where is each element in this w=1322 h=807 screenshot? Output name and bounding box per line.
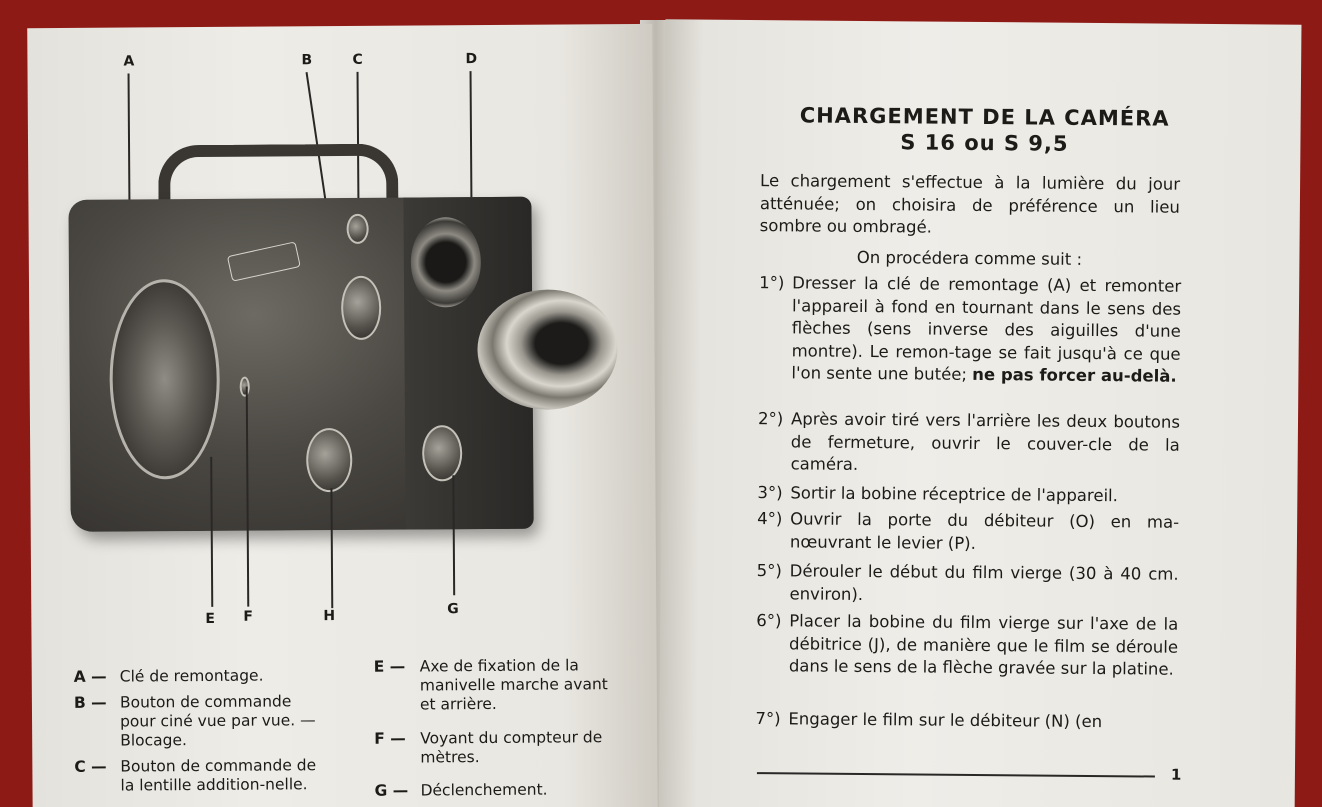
legend-key: A — (73, 667, 107, 686)
camera-figure (27, 24, 656, 658)
step-text: Placer la bobine du film vierge sur l'axe de la débitrice (J), de manière que le film se déroule dans le sens de la flèche gravée sur la platine. (788, 611, 1179, 679)
step-number: 5°) (756, 561, 782, 581)
camera-handle (158, 144, 398, 206)
legend-text: Bouton de commande pour ciné vue par vue. — Blocage. (119, 692, 316, 750)
legend-item-c (74, 756, 320, 796)
lens-barrel (477, 289, 618, 410)
lens-mount (411, 217, 482, 307)
step-number: 7°) (755, 709, 781, 729)
legend-key: F — (374, 729, 406, 748)
legend-item-f (374, 728, 620, 768)
label-f: F (243, 608, 254, 625)
step-number: 4°) (757, 509, 783, 529)
legend-text: Voyant du compteur de mètres. (420, 728, 603, 767)
legend-key: B — (73, 693, 107, 712)
label-g: G (447, 601, 460, 618)
step-4 (757, 508, 1179, 557)
page-number: 1 (1170, 765, 1182, 784)
step-text: Ouvrir la porte du débiteur (O) en ma-nœuvrant le levier (P). (789, 509, 1180, 553)
label-b: B (301, 52, 314, 69)
legend-text: Déclenchement. (420, 780, 548, 800)
legend-key: G — (374, 781, 409, 800)
knob-b (341, 276, 381, 340)
step-text: Dresser la clé de remontage (A) et remonter l'appareil à fond en tournant dans le sens des flèches (sens inverse des aiguilles d'une montre). Le remon-tage se fait jusqu'à ce que l'on sente une butée; (791, 273, 1182, 384)
label-c: C (352, 51, 364, 68)
legend-text: Bouton de commande de la lentille addition-nelle. (120, 756, 317, 795)
knob-h (306, 428, 352, 492)
step-number: 6°) (756, 611, 782, 631)
knob-g (422, 425, 462, 481)
legend-key: C — (74, 757, 107, 776)
winding-key-reel (109, 279, 220, 480)
label-e: E (205, 610, 216, 627)
left-page (27, 24, 658, 807)
legend-text: Clé de remontage. (119, 666, 264, 686)
intro-paragraph: Le chargement s'effectue à la lumière du jour atténuée; on choisira de préférence un lieu sombre ou ombragé. (759, 171, 1181, 237)
legend-item-a (74, 666, 320, 687)
legend-item-e (374, 656, 620, 715)
step-number: 1°) (759, 273, 785, 293)
step-7 (755, 708, 1177, 734)
step-3 (757, 482, 1179, 508)
label-h: H (323, 608, 337, 625)
step-text: Après avoir tiré vers l'arrière les deux boutons de fermeture, ouvrir le couver-cle de la caméra. (790, 409, 1181, 474)
step-text: Dérouler le début du film vierge (30 à 40 cm. environ). (789, 561, 1179, 604)
legend-text: Axe de fixation de la manivelle marche avant et arrière. (419, 656, 608, 714)
step-number: 3°) (757, 483, 783, 503)
step-1 (758, 272, 1181, 388)
step-number: 2°) (757, 409, 784, 429)
step-text: Engager le film sur le débiteur (N) (en (788, 709, 1103, 732)
title-line-1: CHARGEMENT DE LA CAMÉRA (799, 103, 1170, 131)
legend-item-g (374, 780, 620, 801)
page-title (724, 102, 1244, 159)
label-d: D (465, 51, 479, 68)
legend-key: E — (373, 657, 406, 676)
title-line-2: S 16 ou S 9,5 (900, 130, 1069, 156)
procedure-heading: On procédera comme suit : (856, 247, 1083, 269)
right-page (659, 19, 1302, 807)
step-5 (756, 560, 1178, 609)
step-warning: ne pas forcer au-delà. (972, 364, 1177, 386)
step-2 (758, 408, 1181, 479)
meter-window (240, 377, 250, 397)
knob-c (347, 214, 369, 244)
label-a: A (123, 53, 136, 70)
legend-item-b (74, 692, 320, 751)
step-text: Sortir la bobine réceptrice de l'appareil. (790, 483, 1119, 506)
footer-rule (757, 772, 1155, 777)
step-6 (756, 610, 1179, 681)
